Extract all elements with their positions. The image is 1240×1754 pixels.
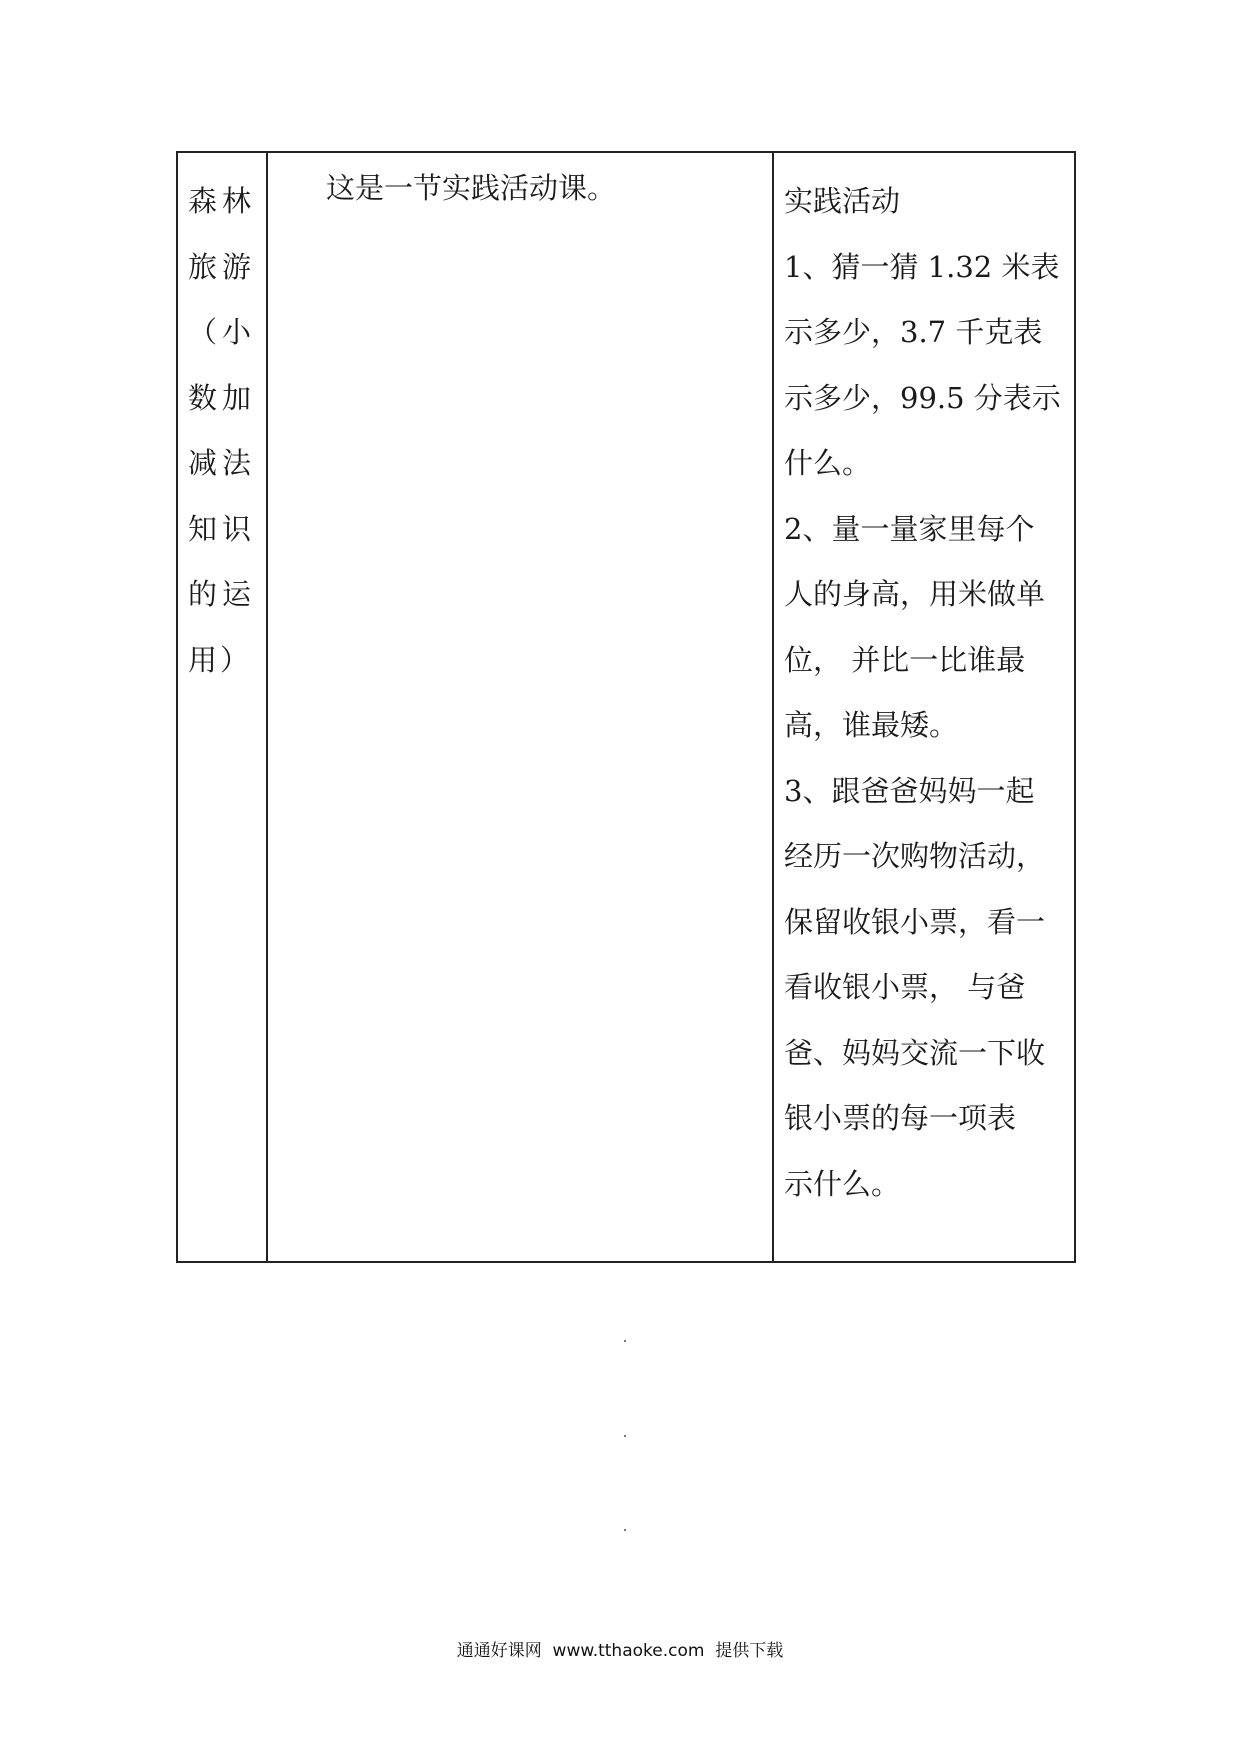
activity-cell [774, 153, 1074, 1261]
topic-text: 森林旅游（小数加减法知识的运用） [188, 184, 254, 677]
footer-credit: 通通好课网 www.tthaoke.com 提供下载 [456, 1641, 784, 1661]
activity-line: 3、跟爸爸妈妈一起 [784, 773, 1035, 808]
topic-cell [178, 153, 268, 1261]
activity-line: 示什么。 [784, 1166, 901, 1201]
activity-line: 高，谁最矮。 [784, 708, 959, 742]
activity-line: 爸、妈妈交流一下收 [784, 1035, 1046, 1070]
design-note: 这是一节实践活动课。 [326, 171, 617, 205]
page-dot [624, 1340, 626, 1342]
activity-line: 1、猜一猜 1.32 米表 [784, 249, 1060, 284]
activity-line: 示多少，3.7 千克表 [784, 315, 1043, 349]
activity-line: 看收银小票， 与爸 [784, 970, 1026, 1004]
activity-heading: 实践活动 [784, 184, 901, 218]
activity-line: 位， 并比一比谁最 [784, 642, 1026, 677]
design-cell [268, 153, 774, 1261]
activity-line: 2、量一量家里每个 [784, 511, 1035, 546]
activity-line: 示多少，99.5 分表示 [784, 380, 1061, 415]
page-dot [624, 1435, 626, 1437]
activity-line: 什么。 [784, 446, 872, 480]
activity-line: 保留收银小票，看一 [784, 904, 1046, 939]
page-dot [624, 1529, 626, 1531]
activity-line: 人的身高，用米做单 [784, 577, 1046, 611]
lesson-table [176, 151, 1076, 1263]
activity-text [784, 169, 1066, 1217]
activity-line: 经历一次购物活动， [784, 839, 1046, 873]
activity-line: 银小票的每一项表 [784, 1101, 1017, 1135]
